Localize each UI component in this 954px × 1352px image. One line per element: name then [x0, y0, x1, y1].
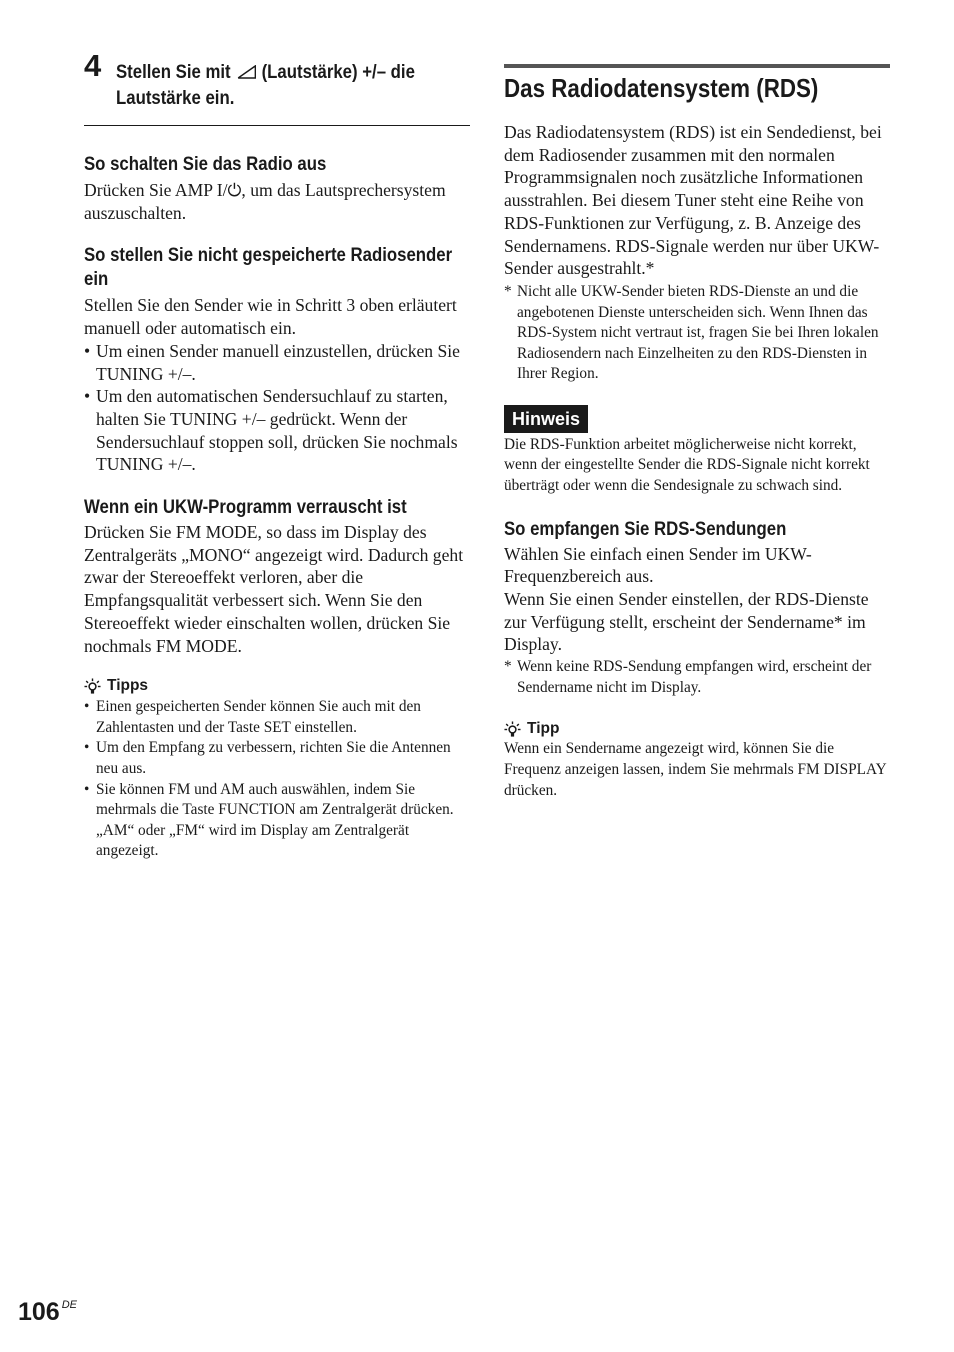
list-unsaved-stations	[84, 340, 470, 476]
page-title: Das Radiodatensystem (RDS)	[504, 73, 819, 103]
tips-label: Tipps	[107, 677, 149, 695]
tip-heading	[504, 720, 890, 738]
list-item: • Um einen Sender manuell einzustellen, drücken Sie TUNING +/–.	[84, 340, 470, 385]
page-language-suffix: DE	[61, 1299, 77, 1311]
volume-icon	[238, 65, 257, 79]
rds-intro-footnote: * Nicht alle UKW-Sender bieten RDS-Dienste an und die angebotenen Dienste unterscheiden sich. Wenn Ihnen das RDS-System nicht vertraut ist, fragen Sie bei Ihren lokalen Radiosendern nach Einzelheiten zu den RDS-Diensten in Ihrer Region.	[504, 282, 890, 385]
step-text-line2: Lautstärke ein.	[116, 87, 235, 109]
lightbulb-icon	[504, 721, 521, 738]
section-radio-off	[84, 152, 470, 224]
hinweis-text: Die RDS-Funktion arbeitet möglicherweise nicht korrekt, wenn der eingestellte Sender die RDS-Signale nicht korrekt überträgt oder wenn die Sendesignale zu schwach sind.	[504, 435, 870, 495]
hinweis-block	[504, 405, 890, 497]
rds-intro: Das Radiodatensystem (RDS) ist ein Sendedienst, bei dem Radiosender zusammen mit den normalen Programmsignalen noch zusätzliche Informationen ausstrahlen. Bei diesem Tuner steht eine Reihe von RDS-Funktionen zur Verfügung, z. B. Anzeige des Sendernamens. RDS-Signale werden nur über UKW-Sender ausgestrahlt.*	[504, 122, 882, 279]
text-receive-rds-2: Wenn Sie einen Sender einstellen, der RDS-Dienste zur Verfügung stellt, erscheint der Sendername* im Display.	[504, 589, 869, 655]
left-column	[84, 50, 470, 862]
section-tips	[84, 677, 470, 862]
step-instruction	[116, 59, 460, 111]
section-unsaved-stations	[84, 243, 470, 476]
list-item: • Um den automatischen Sendersuchlauf zu starten, halten Sie TUNING +/– gedrückt. Wenn der Sendersuchlauf stoppen soll, drücken Sie nochmals TUNING +/–.	[84, 385, 470, 476]
text-receive-rds-1: Wählen Sie einfach einen Sender im UKW-Frequenzbereich aus.	[504, 543, 812, 587]
list-item: • Einen gespeicherten Sender können Sie auch mit den Zahlentasten und der Taste SET einstellen.	[84, 697, 470, 738]
text-radio-off: Drücken Sie AMP I/⏻, um das Lautsprechersystem auszuschalten.	[84, 180, 446, 223]
step-number: 4	[84, 48, 102, 83]
heading-unsaved-stations: So stellen Sie nicht gespeicherte Radiosender ein	[84, 244, 453, 291]
page-number-value: 106	[18, 1298, 60, 1326]
page-number	[18, 1298, 77, 1327]
tip-text: Wenn ein Sendername angezeigt wird, können Sie die Frequenz anzeigen lassen, indem Sie mehrmals FM DISPLAY drücken.	[504, 740, 887, 799]
text-noisy: Drücken Sie FM MODE, so dass im Display des Zentralgeräts „MONO“ angezeigt wird. Dadurch geht zwar der Stereoeffekt verloren, aber die Empfangsqualität verbessert sich. Wenn Sie den Stereoeffekt wieder einschalten wollen, drücken Sie nochmals FM MODE.	[84, 522, 464, 656]
receive-rds-footnote: * Wenn keine RDS-Sendung empfangen wird, erscheint der Sendername nicht im Display.	[504, 657, 890, 698]
heading-radio-off: So schalten Sie das Radio aus	[84, 153, 327, 175]
section-receive-rds	[504, 517, 890, 699]
hinweis-label: Hinweis	[504, 405, 588, 433]
tips-list	[84, 697, 470, 862]
tip-label: Tipp	[527, 720, 560, 738]
heading-noisy: Wenn ein UKW-Programm verrauscht ist	[84, 496, 407, 519]
section-noisy	[84, 495, 470, 657]
section-divider	[84, 125, 470, 126]
heading-receive-rds: So empfangen Sie RDS-Sendungen	[504, 517, 787, 540]
step-4	[84, 50, 470, 112]
title-rule	[504, 64, 890, 68]
list-item: • Sie können FM und AM auch auswählen, indem Sie mehrmals die Taste FUNCTION am Zentralgerät drücken. „AM“ oder „FM“ wird im Display am Zentralgerät angezeigt.	[84, 780, 470, 862]
text-unsaved-stations: Stellen Sie den Sender wie in Schritt 3 oben erläutert manuell oder automatisch ein.	[84, 295, 457, 339]
step-text-post: (Lautstärke) +/– die	[261, 61, 415, 83]
section-tip	[504, 720, 890, 801]
lightbulb-icon	[84, 678, 101, 695]
tips-heading	[84, 677, 470, 695]
right-column	[504, 64, 890, 801]
step-text-pre: Stellen Sie mit	[116, 61, 231, 83]
list-item: • Um den Empfang zu verbessern, richten Sie die Antennen neu aus.	[84, 738, 470, 779]
